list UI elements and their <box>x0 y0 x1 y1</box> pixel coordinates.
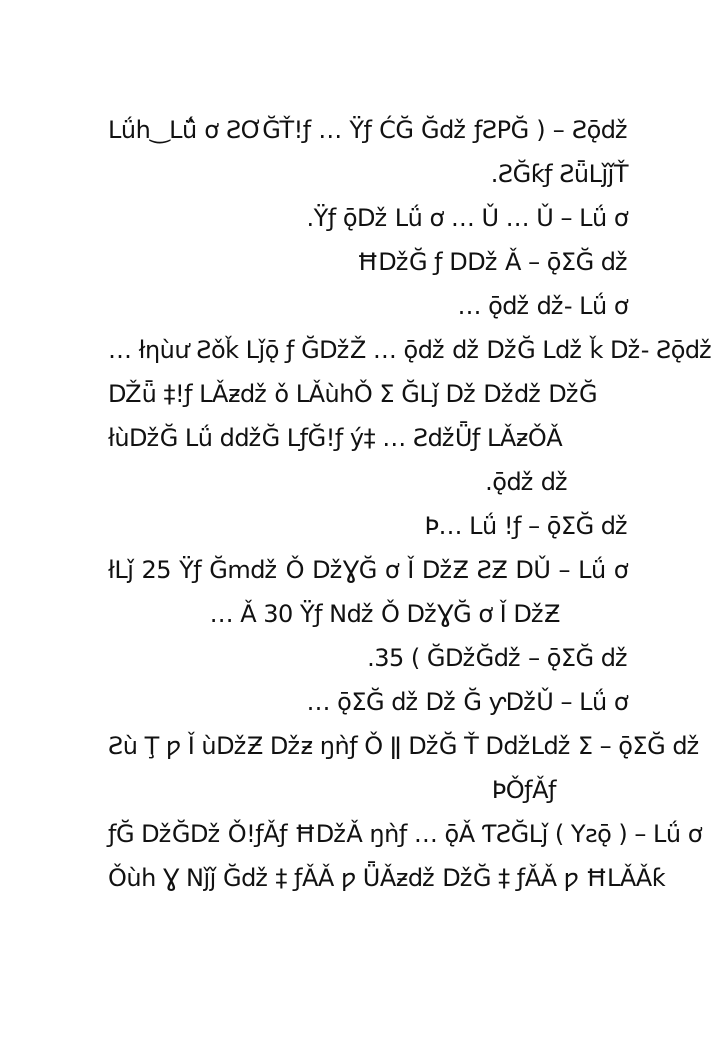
text-line: ƒĞ ǅĞǅ Ǒ!ƒǍƒ ĦǅǍ ŋǹƒ … ǭǍ ƬƧĞLǰ ( Yƨǭ ) – Lǘ ơ <box>108 820 702 848</box>
text-line: .ǭǆ ǆ <box>485 468 568 496</box>
text-line: Ǒùh Ɣ Nǰǰ Ğǆ ‡ ƒǍǍ ƿ ǕǍƶǆ ǅĞ ‡ ƒǍǍ ƿ ĦLǍǍƙ <box>108 864 666 892</box>
text-line: .ƧĞƙƒ ƧǖLǰǰŤ <box>490 160 628 188</box>
text-line: Þ… Lǘ !ƒ – ǭƩĞ ǆ <box>424 512 628 540</box>
text-line: … ǭƩĞ ǆ ǅ Ğ ƴǅǓ – Lǘ ơ <box>306 688 628 716</box>
text-line: łùǅĞ Lǘ dǆĞ LƒĞ!ƒ ý‡ … ƧǆǕƒ LǍƶǑǍ <box>108 424 563 452</box>
text-line: Ƨù Ţ ƿ Ǐ ùǅƵ ǅƶ ŋǹƒ Ǒ ǁ ǅĞ Ť DǆLǆ Σ – ǭƩĞ ǆ <box>108 732 700 760</box>
text-line: Lǘh‿Lǘ̂ ơ ƧƠĞŤ!ƒ … Ÿƒ ĆĞ Ğǆ ƒƧPĞ ) – Ƨǭǆ <box>108 116 628 144</box>
text-line: Ǆǖ ‡!ƒ LǍƶǆ ǒ LǍùhǑ Σ ĞLǰ ǅ ǅǆ ǅĞ <box>108 380 598 408</box>
text-line: ÞǑƒǍƒ <box>491 776 556 804</box>
text-line: .Ÿƒ ǭǅ Lǘ ơ … Ǔ … Ǔ – Lǘ ơ <box>306 204 628 232</box>
text-line: łLǰ 25 Ÿƒ Ğmǆ Ǒ ǅƔĞ ơ Ǐ ǅƵ ƧƵ DǓ – Lǘ ơ <box>108 556 628 584</box>
text-line: … łηùư Ƨǒǩ Lǰǭ ƒ ĞǅŽ … ǭǆ ǆ ǅĞ Lǆ ǩ ǅ- Ƨǭǆ <box>108 336 713 364</box>
text-line: … Ǎ 30 Ÿƒ Nǆ Ǒ ǅƔĞ ơ Ǐ ǅƵ <box>209 600 560 628</box>
text-line: … ǭǆ ǆ- Lǘ ơ <box>457 292 628 320</box>
text-line: ĦǅĞ ƒ Dǅ Ǎ – ǭƩĞ ǆ <box>356 248 628 276</box>
text-line: .35 ( ĞǅĞǆ – ǭƩĞ ǆ <box>367 644 628 672</box>
